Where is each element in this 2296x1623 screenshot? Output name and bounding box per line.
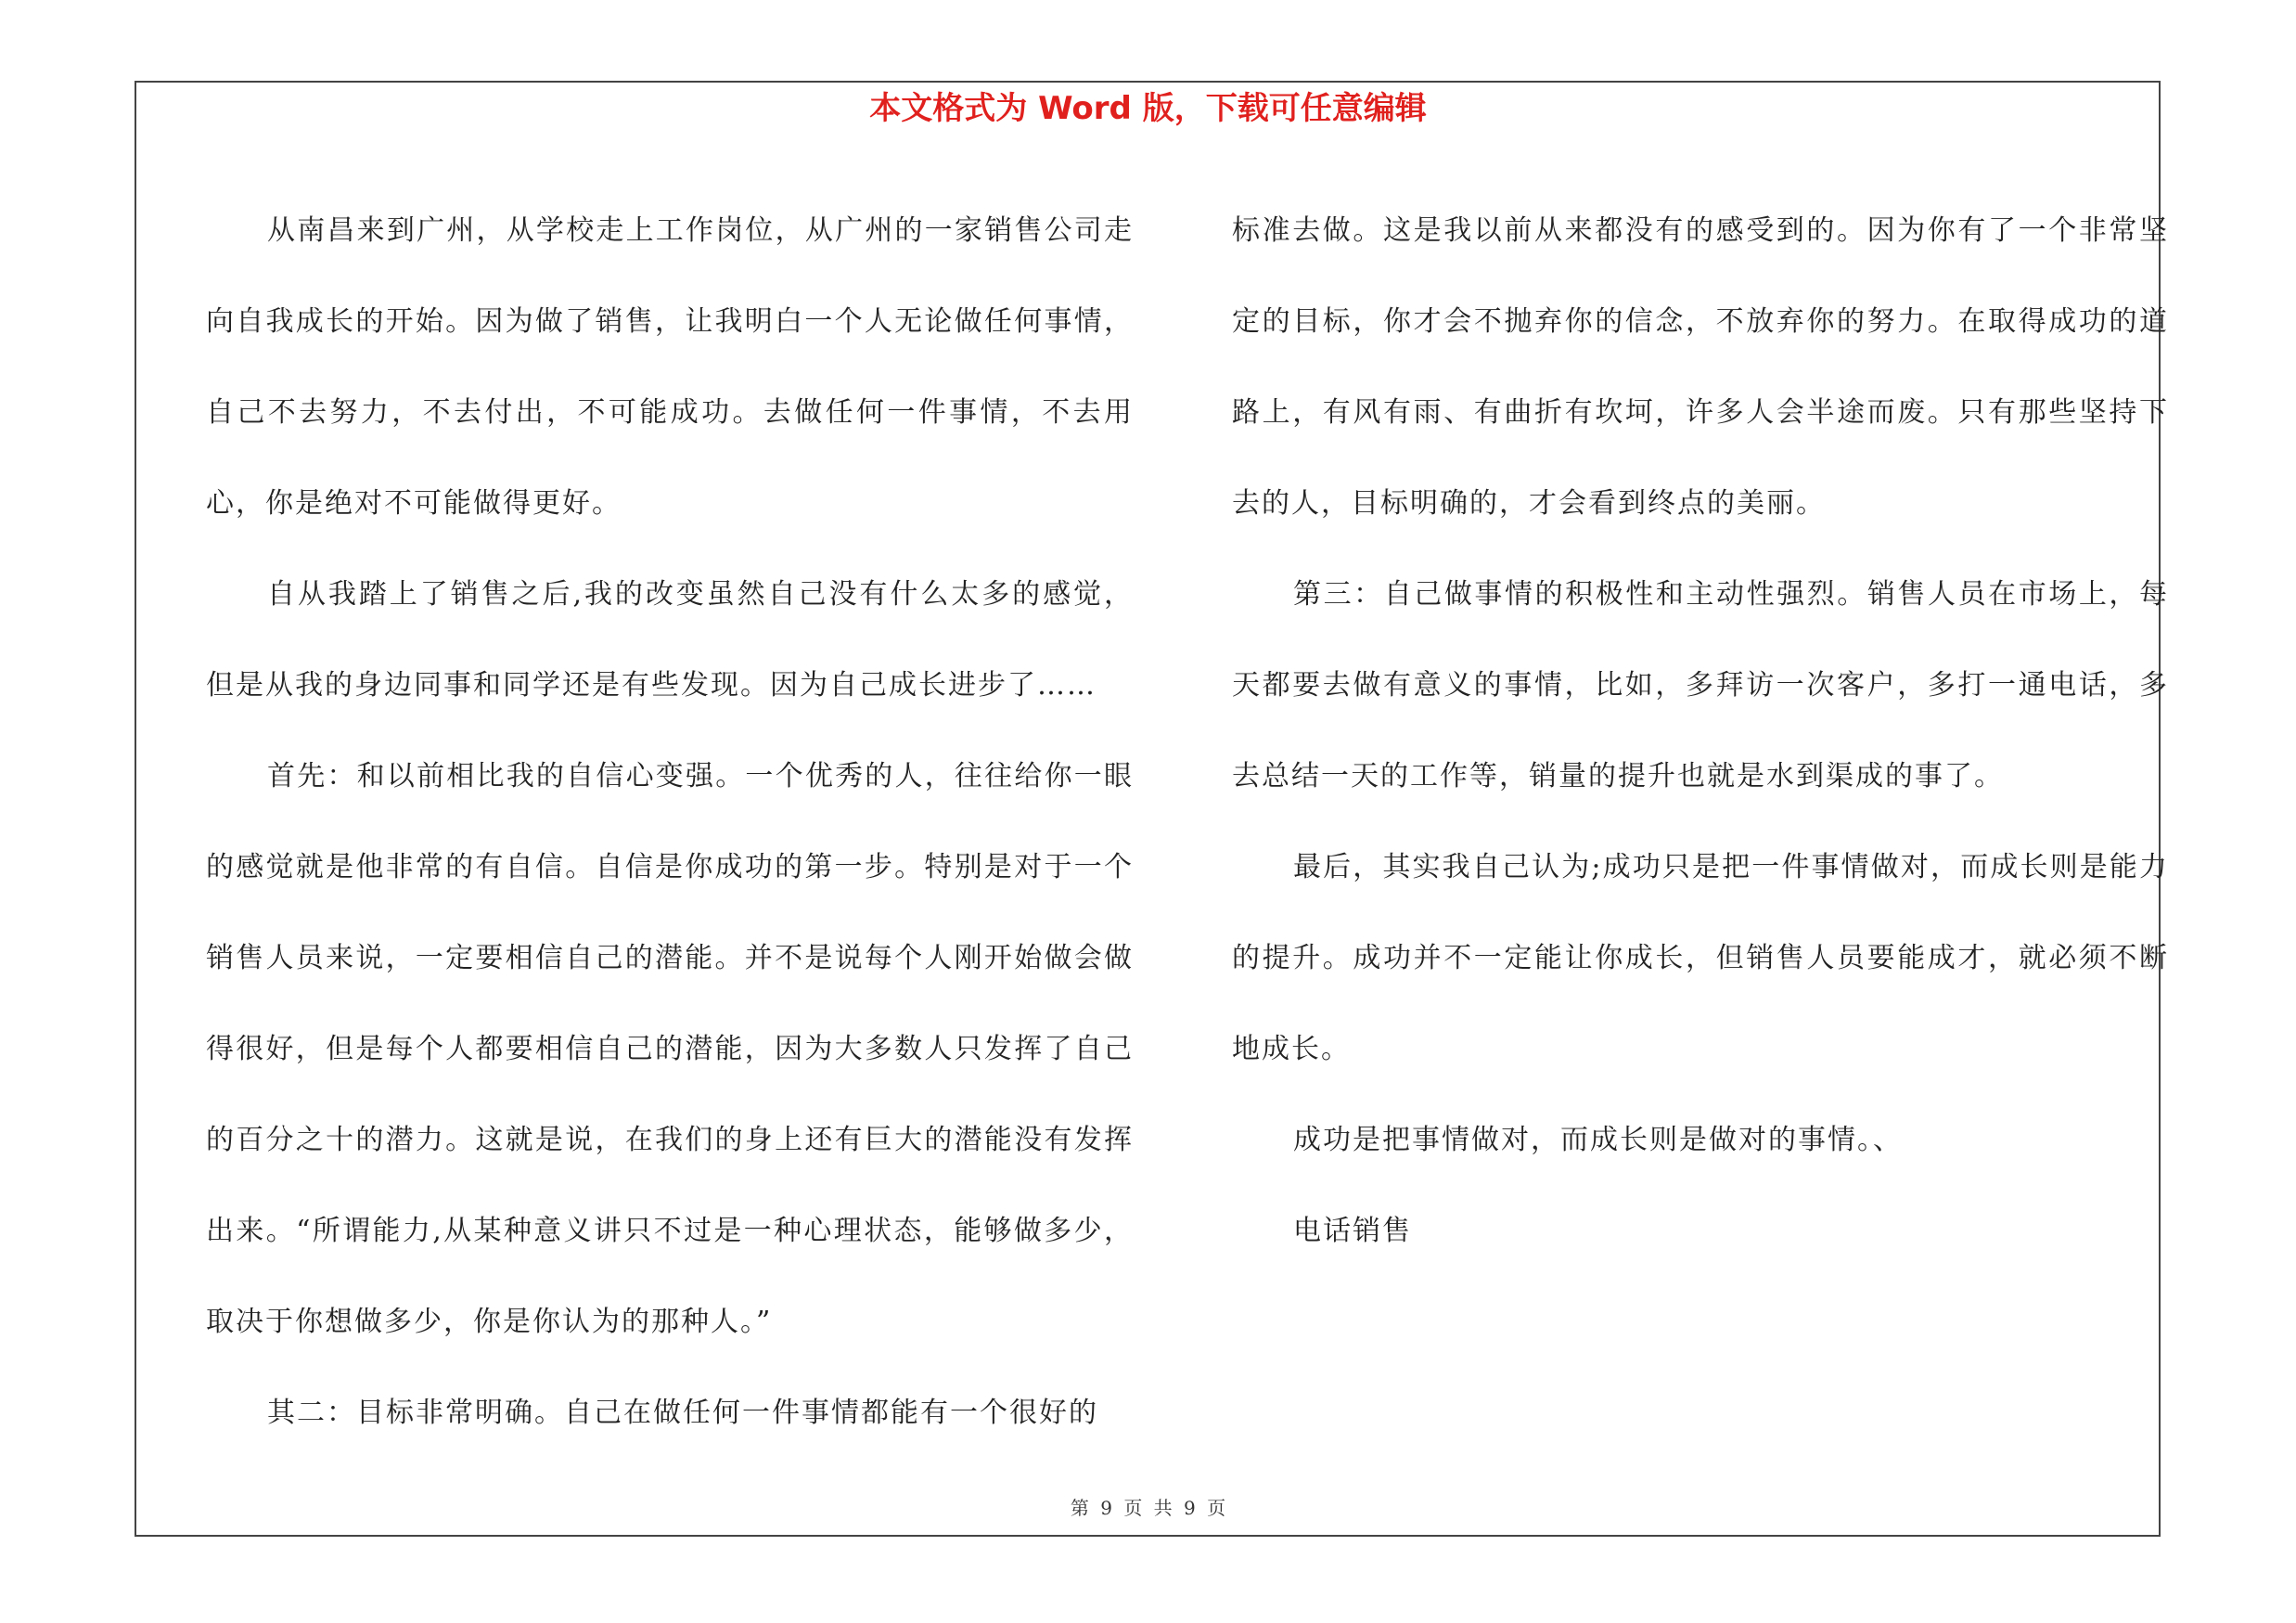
paragraph: 自从我踏上了销售之后,我的改变虽然自己没有什么太多的感觉，但是从我的身边同事和同学还是有些发现。因为自己成长进步了…… <box>206 578 1134 702</box>
paragraph-continuation: 标准去做。这是我以前从来都没有的感受到的。因为你有了一个非常坚定的目标，你才会不抛弃你的信念，不放弃你的努力。在取得成功的道路上，有风有雨、有曲折有坎坷，许多人会半途而废。只有那些坚持下去的人，目标明确的，才会看到终点的美丽。 <box>1232 214 2169 520</box>
left-column <box>206 186 1134 1459</box>
right-column <box>1232 186 2169 1277</box>
document-header-title: 本文格式为 Word 版，下载可任意编辑 <box>869 90 1427 127</box>
paragraph: 首先：和以前相比我的自信心变强。一个优秀的人，往往给你一眼的感觉就是他非常的有自信。自信是你成功的第一步。特别是对于一个销售人员来说，一定要相信自己的潜能。并不是说每个人刚开始做会做得很好，但是每个人都要相信自己的潜能，因为大多数人只发挥了自己的百分之十的潜力。这就是说，在我们的身上还有巨大的潜能没有发挥出来。“所谓能力,从某种意义讲只不过是一种心理状态，能够做多少，取决于你想做多少，你是你认为的那种人。” <box>206 760 1134 1338</box>
paragraph: 成功是把事情做对，而成长则是做对的事情。、 <box>1293 1124 1903 1156</box>
paragraph: 第三：自己做事情的积极性和主动性强烈。销售人员在市场上，每天都要去做有意义的事情，比如，多拜访一次客户，多打一通电话，多去总结一天的工作等，销量的提升也就是水到渠成的事了。 <box>1232 578 2169 792</box>
paragraph: 电话销售 <box>1293 1215 1412 1247</box>
page-footer: 第 9 页 共 9 页 <box>1070 1497 1226 1519</box>
paragraph: 从南昌来到广州，从学校走上工作岗位，从广州的一家销售公司走向自我成长的开始。因为做了销售，让我明白一个人无论做任何事情，自己不去努力，不去付出，不可能成功。去做任何一件事情，不去用心，你是绝对不可能做得更好。 <box>206 214 1134 520</box>
paragraph: 其二：目标非常明确。自己在做任何一件事情都能有一个很好的 <box>267 1397 1098 1429</box>
paragraph: 最后，其实我自己认为;成功只是把一件事情做对，而成长则是能力的提升。成功并不一定能让你成长，但销售人员要能成才，就必须不断地成长。 <box>1232 851 2169 1065</box>
